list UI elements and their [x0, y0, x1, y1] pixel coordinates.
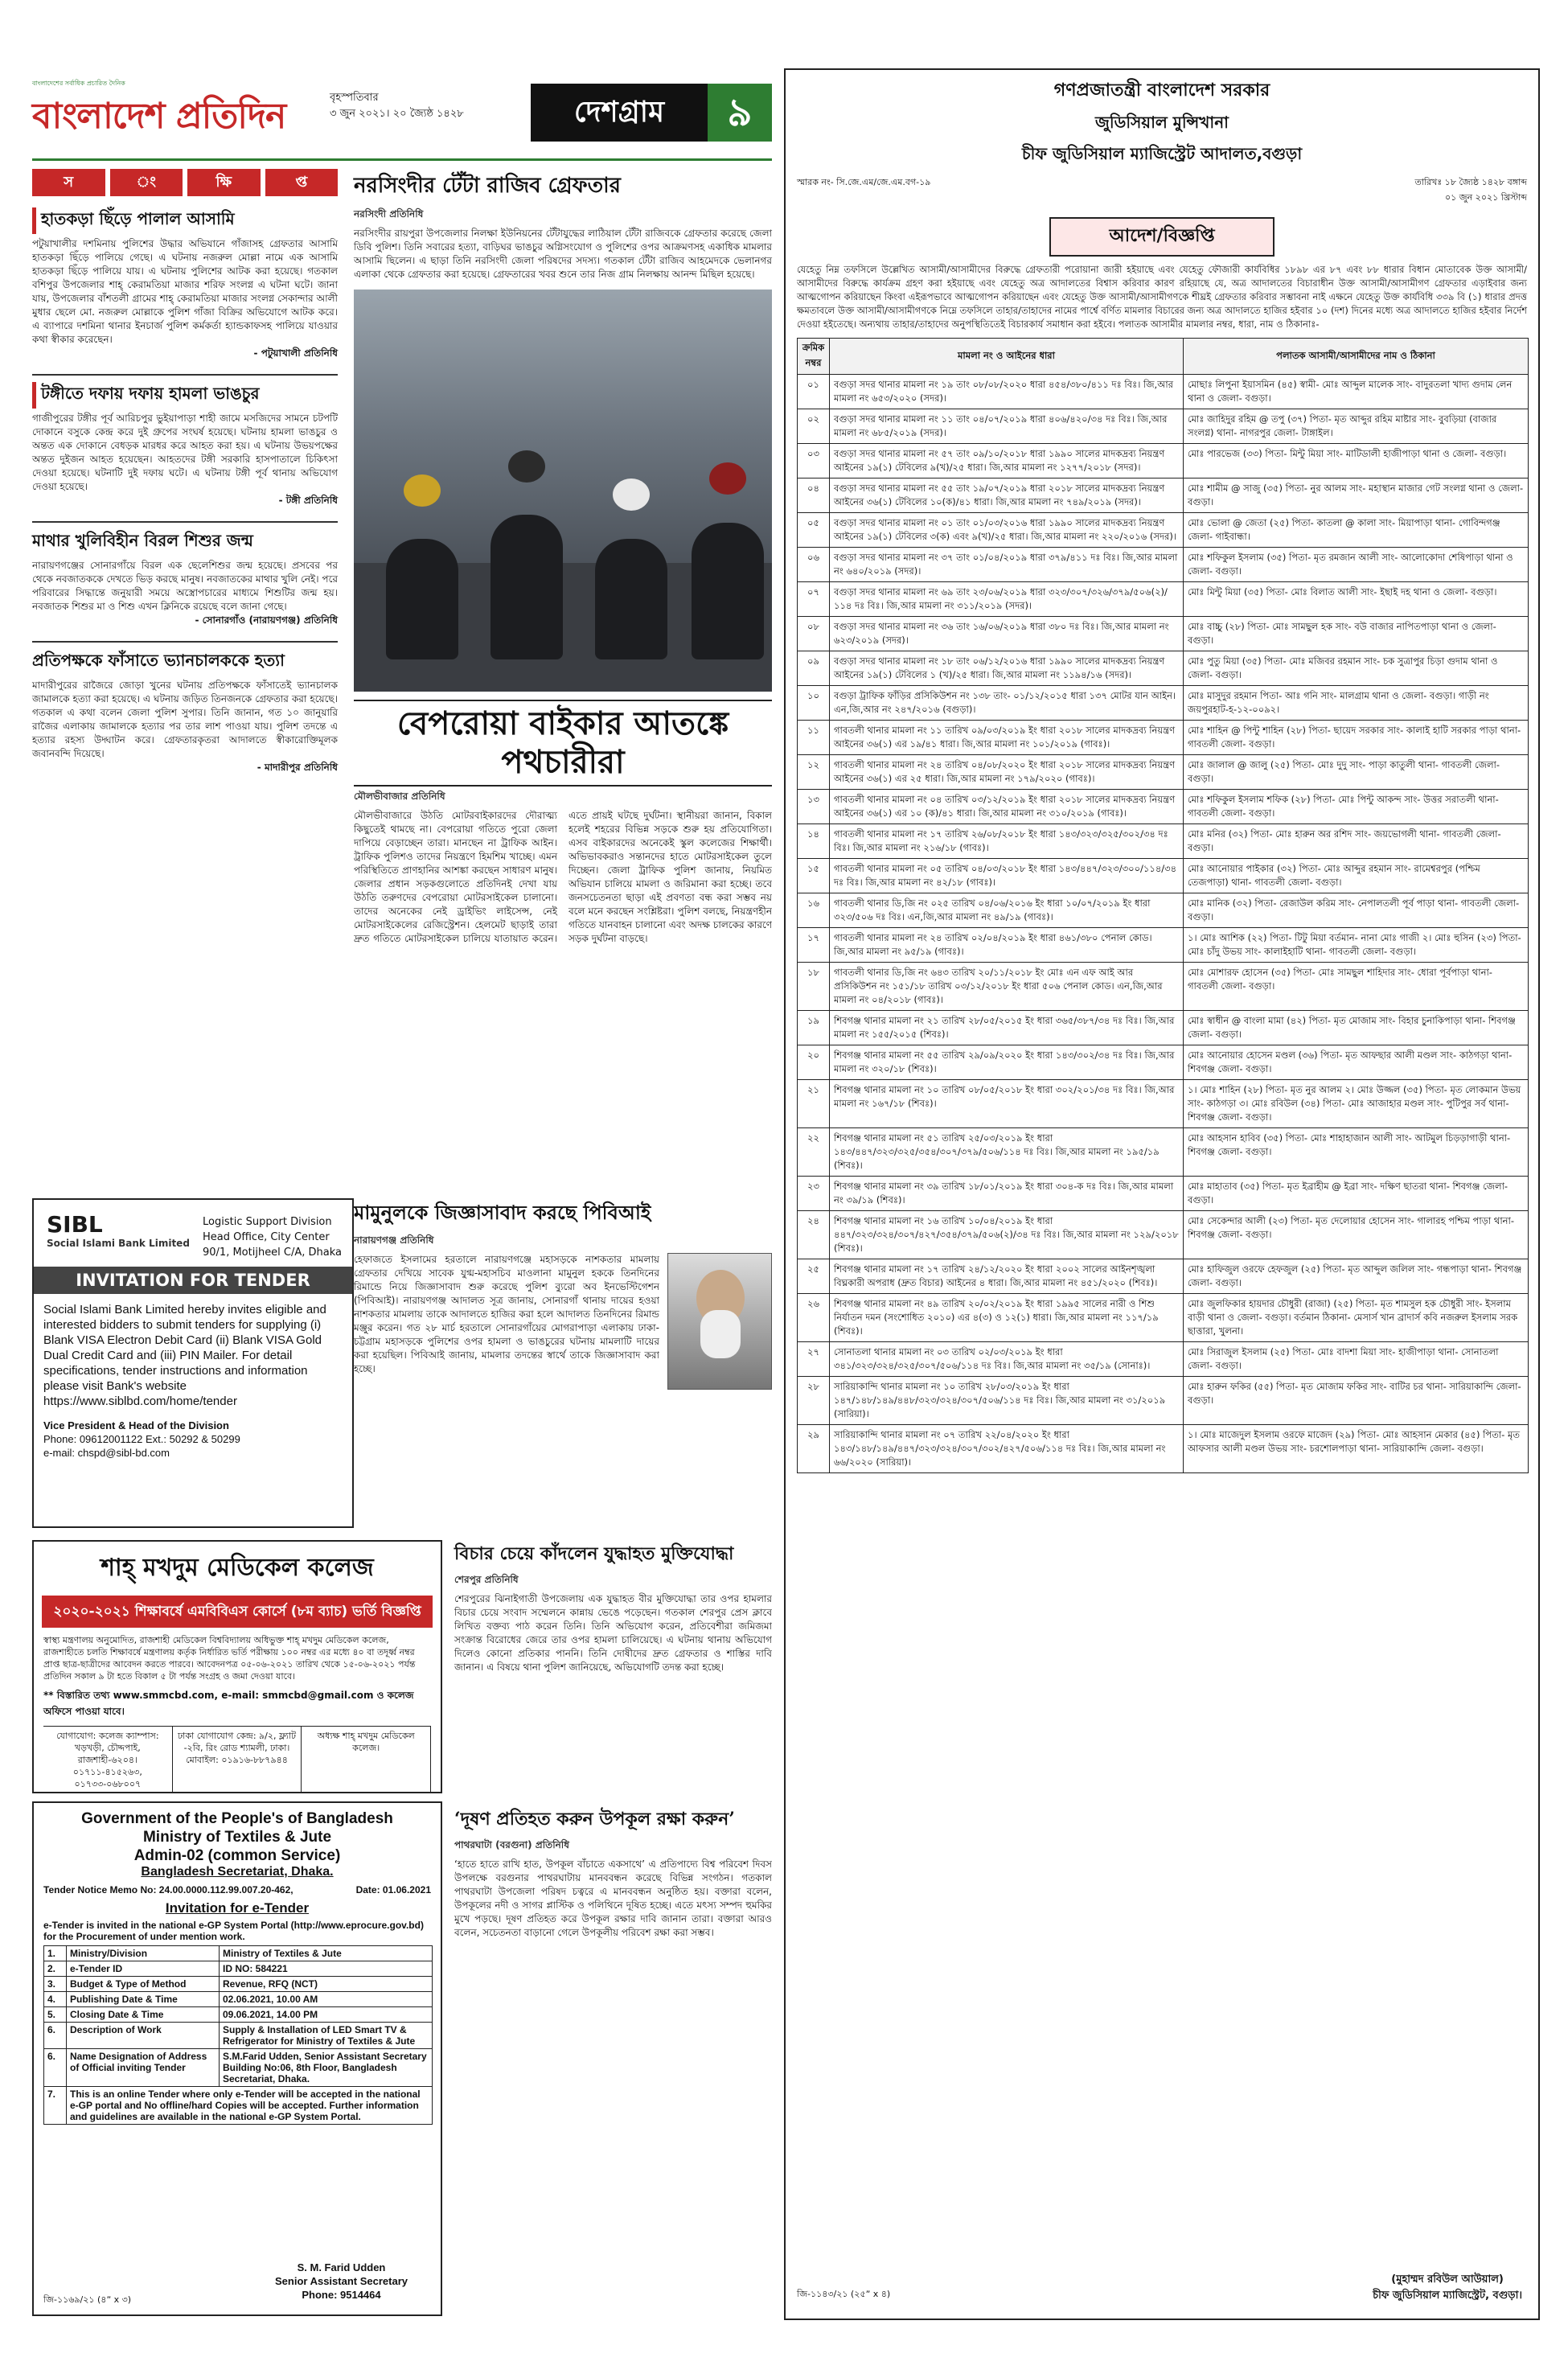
fugitive-table: [797, 338, 1529, 1473]
banner-letter: প্ত: [265, 169, 339, 196]
table-row: [798, 824, 1529, 859]
story-body: শেরপুরের ঝিনাইগাতী উপজেলায় এক যুদ্ধাহত বীর মুক্তিযোদ্ধা তার ওপর হামলার বিচার চেয়ে সংবাদ সম্মেলনে কান্নায় ভেঙে পড়েছেন। গতকাল শেরপুর প্রেস ক্লাবে লিখিত বক্তব্য পাঠ করেন তিনি। তিনি অভিযোগ করেন, প্রতিবেশীরা জমিজমা সংক্রান্ত বিরোধের জেরে তার ওপর হামলা চালিয়েছে। এ ঘটনায় থানায় অভিযোগ দিলেও কোনো প্রতিকার পাননি। তিনি দোষীদের দ্রুত গ্রেফতার ও শাস্তির দাবি জানান। এ বিষয়ে থানা পুলিশ জানিয়েছে, অভিযোগটি তদন্ত করা হচ্ছে।: [454, 1593, 772, 1673]
textile-ministry-tender-ad[interactable]: [32, 1801, 442, 2316]
accused-cell: ১। মোঃ শাহিন (২৮) পিতা- মৃত নুর আলম ২। মোঃ উজ্জল (৩৫) পিতা- মৃত লোকমান উভয় সাং- কাঠগড়া ৩। মোঃ রবিউল (৩৪) পিতা- মোঃ আজাহার মণ্ডল সাং- পুটিপুর সর্ব থানা- শিবগঞ্জ জেলা- বগুড়া।: [1184, 1080, 1529, 1128]
table-row: [44, 1992, 433, 2007]
invite-title: Invitation for e-Tender: [165, 1900, 310, 1916]
case-cell: বগুড়া সদর থানার মামলা নং ৩৭ তাং ০১/০৪/২০১৯ ধারা ৩৭৯/৪১১ দঃ বিঃ। জি,আর মামলা নং ৬৪০/২০১৯ (সদর)।: [830, 548, 1184, 582]
signature-block: [275, 2261, 408, 2302]
case-cell: গাবতলী থানার মামলা নং ০৫ তারিখ ০৪/০৩/২০১৮ ইং ধারা ১৪৩/৪৪৭/৩২৩/৩০০/১১৪/৩৪ দঃ বিঃ। জি,আর মামলা নং ৪২/১৮ (গাবঃ)।: [830, 859, 1184, 893]
signer-phone: Phone: 9514464: [302, 2289, 381, 2301]
table-row: [798, 1425, 1529, 1473]
accused-cell: মোঃ সেকেন্দার আলী (২৩) পিতা- মৃত দেলোয়ার হোসেন সাং- গালারহ পশ্চিম পাড়া থানা- শিবগঞ্জ জেলা- বগুড়া।: [1184, 1211, 1529, 1259]
beard-shape: [700, 1310, 741, 1358]
banner-letter: ক্ষি: [187, 169, 261, 196]
secretariat: Bangladesh Secretariat, Dhaka.: [141, 1865, 334, 1879]
serial-cell: ২২: [798, 1128, 830, 1177]
bank-name: Social Islami Bank Limited: [47, 1238, 190, 1249]
field-cell: This is an online Tender where only e-Tender will be accepted in the national e-GP portal and No offline/hard Copies will be accepted. Further information and guidelines are available in the national e-GP System Portal.: [67, 2087, 433, 2125]
field-cell: e-Tender ID: [67, 1961, 220, 1977]
story-body: ‘হাতে হাতে রাখি হাত, উপকূল বাঁচাতে একসাথে’ এ প্রতিপাদ্যে বিশ্ব পরিবেশ দিবস উপলক্ষে বরগুনার পাথরঘাটায় মানববন্ধন করেছে বিভিন্ন সংগঠন। গতকাল পাথরঘাটা উপজেলা পরিষদ চত্বরে এ মানববন্ধন অনুষ্ঠিত হয়। বক্তারা বলেন, উপকূলের নদী ও সাগর প্লাস্টিক ও পলিথিনে দূষিত হচ্ছে। এতে মৎস্য সম্পদ হুমকির মুখে পড়ছে। দূষণ প্রতিহত করে উপকূল রক্ষার দাবি জানান তারা। বক্তারা আরও বলেন, সচেতনতা বাড়ানো গেলে উপকূলীয় পরিবেশ রক্ষা করা সম্ভব।: [454, 1859, 772, 1938]
value-cell: Revenue, RFQ (NCT): [220, 1977, 433, 1992]
col-accused: পলাতক আসামী/আসামীদের নাম ও ঠিকানা: [1184, 339, 1529, 375]
case-cell: গাবতলী থানার মামলা নং ০৪ তারিখ ০৩/১২/২০১৯ ইং ধারা ২০১৮ সালের মাদকদ্রব্য নিয়ন্ত্রণ আইনের ৩৬(১) এর ১০ (ক)/৪১ ধারা। জি,আর মামলা নং ৩১০/২০১৯ (গাবঃ)।: [830, 790, 1184, 824]
field-cell: Name Designation of Address of Official inviting Tender: [67, 2049, 220, 2087]
serial-cell: ২৬: [798, 1294, 830, 1342]
website-line[interactable]: ** বিস্তারিত তথ্য www.smmcbd.com, e-mail: smmcbd@gmail.com ও কলেজ অফিসে পাওয়া যাবে।: [43, 1690, 414, 1717]
table-row: [798, 651, 1529, 686]
table-row: [798, 513, 1529, 548]
table-row: [798, 1177, 1529, 1211]
serial-cell: ০৫: [798, 513, 830, 548]
story-mamunul: [354, 1198, 772, 1528]
divider: [32, 374, 338, 376]
newspaper-logo[interactable]: [32, 79, 330, 143]
case-cell: শিবগঞ্জ থানার মামলা নং ৫৫ তারিখ ২৯/০৯/২০২০ ইং ধারা ১৪৩/৩০২/৩৪ দঃ বিঃ। জি,আর মামলা নং ৩২০/১৮ (শিবঃ)।: [830, 1045, 1184, 1080]
serial-cell: ১২: [798, 755, 830, 790]
story-headline[interactable]: মামুনুলকে জিজ্ঞাসাবাদ করছে পিবিআই: [354, 1201, 651, 1224]
contact-line: Phone: 09612001122 Ext.: 50292 & 50299: [43, 1433, 240, 1445]
case-cell: গাবতলী থানার ডি,জি নং ০২৫ তারিখ ০৪/০৬/২০১৬ ইং ধারা ১০/০৭/২০১৯ ইং ধারা ৩২৩/৫০৬ দঃ বিঃ। এন,জি,আর মামলা নং ৪৯/১৯ (গাবঃ)।: [830, 893, 1184, 928]
brief-article[interactable]: [32, 207, 338, 363]
case-cell: গাবতলী থানার মামলা নং ২৪ তারিখ ০২/০৪/২০১৯ ইং ধারা ৪৬১/৩৮০ পেনাল কোড। জি,আর মামলা নং ৯৫/১৯ (গাবঃ)।: [830, 928, 1184, 963]
date-bangla: তারিখঃ ১৮ জ্যৈষ্ঠ ১৪২৮ বঙ্গাব্দ: [1414, 177, 1527, 187]
ad-code: জি-১১৪৩/২১ (২৫ˮ x ৪): [797, 2289, 891, 2299]
banner-letter: ং: [110, 169, 183, 196]
contact-row: [43, 1726, 431, 1793]
notice-preamble: যেহেতু নিম্ন তফসিলে উল্লেখিত আসামী/আসামীদের বিরুদ্ধে গ্রেফতারী পরোয়ানা জারী হইয়াছে এবং যেহেতু ফৌজারী কার্যবিধির ১৮৯৮ এর ৮৭ এবং ৮৮ ধারার বিধান মোতাবেক উক্ত আসামী/আসামীদের বিরুদ্ধে কার্যক্রম গ্রহণ করা হইয়াছে এবং যেহেতু অত্র আদালতের বিশ্বাস করিবার কারণ রহিয়াছে যে, অত্র আদালতের বিচারাধীন উক্ত আসামী/আসামীগণ গ্রেফতার এড়াইবার জন্য আত্মগোপন করিয়াছেন কিংবা এইরূপভাবে আত্মগোপন করিয়াছেন এবং যেহেতু উক্ত আসামী/আসামীগণকে শীঘ্রই গ্রেফতার করিবার সম্ভাবনা নাই এক্ষনে যেহেতু উক্ত কার্যবিধি ৩৩৯ বি (১) ধারার প্রদত্ত ক্ষমতাবলে উক্ত আসামী/আসামীগণকে নিম্নে তফসিলে তাহার/তাহাদের নামের পার্শ্বে বর্ণিত মামলার বিচারের জন্য অত্র আদালতে হাজির হইবার ১০ (দশ) দিনের মধ্যে অত্র আদালতে হাজির হইবার নির্দেশ দেওয়া হইতেছে। অন্যথায় তাহার/তাহাদের অনুপস্থিতিতেই বিচারকার্য সমাধান করা হইবে। পলাতক আসামীর মামলার নম্বর, ধারা, নাম ও ঠিকানাঃ-: [797, 264, 1527, 330]
memo-date: Date: 01.06.2021: [355, 1884, 431, 1896]
accused-cell: ১। মোঃ মাজেদুল ইসলাম ওরফে মাজেদ (২৯) পিতা- মোঃ আহসান মেকার (৪৫) পিতা- মৃত আফসার আলী মণ্ডল উভয় সাং- চরশোলপাড়া থানা- সারিয়াকান্দি জেলা- বগুড়া।: [1184, 1425, 1529, 1473]
case-cell: শিবগঞ্জ থানার মামলা নং ২১ তারিখ ২৮/০৫/২০১৫ ইং ধারা ৩৬৫/৩৮৭/৩৪ দঃ বিঃ। জি,আর মামলা নং ১৫৫/২০১৫ (শিবঃ)।: [830, 1011, 1184, 1045]
table-row: [44, 2049, 433, 2087]
brief-credit: - মাদারীপুর প্রতিনিধি: [257, 762, 338, 773]
story-body: হেফাজতে ইসলামের হরতালে নারায়ণগঞ্জে মহাসড়কে নাশকতার মামলায় গ্রেফতার দেখিয়ে সাবেক যুগ্ম-মহাসচিব মাওলানা মামুনুল হককে তিনদিনের রিমান্ডে নিয়ে জিজ্ঞাসাবাদ শুরু করেছে পুলিশ ব্যুরো অব ইনভেস্টিগেশন (পিবিআই)। নারায়ণগঞ্জ আদালত সূত্র জানায়, সোনারগাঁ থানায় দায়ের হওয়া নাশকতার মামলায় তাকে আদালতে হাজির করা হলে আদালত তিনদিনের রিমান্ড মঞ্জুর করেন। গত ২৮ মার্চ হরতালে সোনারগাঁয়ের মোগরাপাড়া এলাকায় ঢাকা-চট্টগ্রাম মহাসড়কে পুলিশের ওপর হামলা ও ভাঙচুরের ঘটনায় মামলাটি দায়ের করা হয়েছিল। পিবিআই জানায়, মামলার তদন্তের স্বার্থে তাকে জিজ্ঞাসাবাদ করা হচ্ছে।: [354, 1254, 659, 1374]
serial-cell: 1.: [44, 1946, 67, 1961]
motorcycle-shape: [491, 515, 563, 659]
helmet-shape: [709, 462, 746, 495]
accused-cell: মোঃ জুলফিকার হায়দার চৌধুরী (রাজা) (২৫) পিতা- মৃত শামসুল হক চৌধুরী সাং- ইসলাম বাড়ী থানা ও জেলা- বগুড়া। বর্তমান ঠিকানা- মেসার্স খান ব্রাদার্স কবি নজরুল ইসলাম সরক ছাত্তারা, খুলনা।: [1184, 1294, 1529, 1342]
accused-cell: মোঃ শামীম @ সাজু (৩৫) পিতা- নুর আলম সাং- মহাস্থান মাজার গেট সংলগ্ন থানা ও জেলা- বগুড়া।: [1184, 478, 1529, 513]
serial-cell: ১৫: [798, 859, 830, 893]
story-headline[interactable]: নরসিংদীর টেঁটা রাজিব গ্রেফতার: [354, 174, 621, 198]
memo-ref: স্মারক নং- সি.জে.এম/জে.এম.বগ-১৯: [797, 177, 931, 187]
serial-cell: ০২: [798, 409, 830, 444]
field-cell: Closing Date & Time: [67, 2007, 220, 2023]
contact-line[interactable]: e-mail: chspd@sibl-bd.com: [43, 1447, 170, 1459]
signer-title: চীফ জুডিসিয়াল ম্যাজিস্ট্রেট, বগুড়া।: [1373, 2290, 1522, 2302]
table-header-row: [798, 339, 1529, 375]
portrait-photo: [667, 1253, 772, 1390]
motorcycle-shape: [692, 523, 764, 659]
value-cell: 09.06.2021, 14.00 PM: [220, 2007, 433, 2023]
notice-title: আদেশ/বিজ্ঞপ্তি: [1049, 217, 1275, 257]
table-row: [798, 721, 1529, 755]
accused-cell: মোঃ আনোয়ার হোসেন মণ্ডল (৩৬) পিতা- মৃত আফছার আলী মণ্ডল সাং- কাঠগড়া থানা- শিবগঞ্জ জেলা- বগুড়া।: [1184, 1045, 1529, 1080]
accused-cell: মোঃ শফিকুল ইসলাম (৩৫) পিতা- মৃত রমজান আলী সাং- আলোকোদা শেষিপাড়া থানা ও জেলা- বগুড়া।: [1184, 548, 1529, 582]
address-line: Head Office, City Center: [203, 1231, 330, 1243]
serial-cell: ১৩: [798, 790, 830, 824]
table-row: [798, 1080, 1529, 1128]
date-english: ০১ জুন ২০২১ খ্রিস্টাব্দ: [1444, 192, 1527, 203]
invite-intro: e-Tender is invited in the national e-GP System Portal (http://www.eprocure.gov.bd) for the Procurement of under mention work.: [43, 1920, 424, 1942]
case-cell: শিবগঞ্জ থানার মামলা নং ১৬ তারিখ ১০/০৪/২০১৯ ইং ধারা ৪৪৭/৩২৩/৩২৪/৩০৭/৪২৭/৩৫৪/৩৭৯/৫০৬(২)/৩৪ দঃ বিঃ। জি,আর মামলা নং ১২৯/২০১৮ (শিবঃ)।: [830, 1211, 1184, 1259]
case-cell: বগুড়া ট্রাফিক ফাঁড়ির প্রসিকিউশন নং ১৩৮ তাং- ০১/১২/২০১৫ ধারা ১৩৭ মোটর যান আইন। এন,জি,আর নং ২৪৭/২০১৬ (বগুড়া)।: [830, 686, 1184, 721]
accused-cell: মোঃ ভোলা @ জেতা (২৫) পিতা- কাতলা @ কালা সাং- মিয়াপাড়া থানা- গোবিন্দগঞ্জ জেলা- গাইবান্ধা।: [1184, 513, 1529, 548]
serial-cell: ০১: [798, 375, 830, 409]
table-row: [798, 478, 1529, 513]
field-cell: Description of Work: [67, 2023, 220, 2049]
serial-cell: ২৮: [798, 1377, 830, 1425]
table-row: [798, 1259, 1529, 1294]
dateline: [330, 90, 464, 122]
admission-banner: ২০২০-২০২১ শিক্ষাবর্ষে এমবিবিএস কোর্সে (৮ম ব্যাচ) ভর্তি বিজ্ঞপ্তি: [42, 1596, 433, 1628]
case-cell: বগুড়া সদর থানার মামলা নং ৫৭ তাং ০৯/১০/২০১৮ ধারা ১৯৯০ সালের মাদকদ্রব্য নিয়ন্ত্রণ আইনের ১৯(১) টেবিলের ৯(খ)/২৫ ধারা। জি,আর মামলা নং ১২৭৭/২০১৮ (সদর)।: [830, 444, 1184, 478]
col-serial: ক্রমিক নম্বর: [798, 339, 830, 375]
tender-banner: INVITATION FOR TENDER: [34, 1267, 352, 1294]
brief-headline[interactable]: প্রতিপক্ষকে ফাঁসাতে ভ্যানচালককে হত্যা: [32, 651, 285, 670]
accused-cell: মোঃ জাহিদুর রহিম @ তপু (৩৭) পিতা- মৃত আব্দুর রহিম মাষ্টার সাং- বুবড়িয়া (বাজার সংলগ্ন) থানা- নাগরপুর জেলা- টাঙ্গাইল।: [1184, 409, 1529, 444]
accused-cell: মোঃ স্বাধীন @ বাংলা মামা (৪২) পিতা- মৃত মোজাম সাং- বিহার চুনাকিপাড়া থানা- শিবগঞ্জ জেলা- বগুড়া।: [1184, 1011, 1529, 1045]
accused-cell: মোছাঃ লিপুনা ইয়াসমিন (৪৫) স্বামী- মোঃ আব্দুল মালেক সাং- বাদুরতলা খাদ্য গুদাম লেন থানা ও জেলা- বগুড়া।: [1184, 375, 1529, 409]
table-row: [798, 444, 1529, 478]
gov-line: Admin-02 (common Service): [133, 1847, 341, 1864]
accused-cell: মোঃ পুতু মিয়া (৩৫) পিতা- মোঃ মজিবর রহমান সাং- চক সুত্রাপুর চিড়া গুদাম থানা ও জেলা- বগুড়া।: [1184, 651, 1529, 686]
story-headline[interactable]: বিচার চেয়ে কাঁদলেন যুদ্ধাহত মুক্তিযোদ্ধা: [454, 1543, 734, 1564]
brief-credit: - পটুয়াখালী প্রতিনিধি: [253, 347, 338, 359]
contact-line: Vice President & Head of the Division: [43, 1419, 229, 1431]
table-row: [798, 1128, 1529, 1177]
accused-cell: মোঃ শাহিন @ পিন্টু শাহিন (২৮) পিতা- ছায়েদ সরকার সাং- কালাই হাটি সরকার পাড়া থানা- গাবতলী জেলা- বগুড়া।: [1184, 721, 1529, 755]
accused-cell: মোঃ মোশারফ হোসেন (৩৫) পিতা- মোঃ সামছুল শাহিদার সাং- ধোরা পূর্বপাড়া থানা- গাবতলী জেলা- বগুড়া।: [1184, 963, 1529, 1011]
medical-college-ad[interactable]: [32, 1540, 442, 1793]
value-cell: 02.06.2021, 10.00 AM: [220, 1992, 433, 2007]
table-row: [798, 1011, 1529, 1045]
table-row: [798, 859, 1529, 893]
case-cell: গাবতলী থানার মামলা নং ১৭ তারিখ ২৬/০৮/২০১৮ ইং ধারা ১৪৩/৩২৩/৩২৫/৩০২/৩৪ দঃ বিঃ। জি,আর মামলা নং ২১৬/১৮ (গাবঃ)।: [830, 824, 1184, 859]
court-notice: [784, 68, 1540, 2320]
accused-cell: মোঃ আহসান হাবিব (৩৫) পিতা- মোঃ শাহাহাজান আলী সাং- আটমুল চিড়ড়াগাড়ী থানা- শিবগঞ্জ জেলা- বগুড়া।: [1184, 1128, 1529, 1177]
story-bichar: [454, 1540, 772, 1797]
notice-date: [1414, 175, 1527, 206]
case-cell: শিবগঞ্জ থানার মামলা নং ১৭ তারিখ ২৪/১২/২০২০ ইং ধারা ২০০২ সালের আইনশৃঙ্খলা বিঘ্নকারী অপরাধ (দ্রুত বিচার) আইনের ৪ ধারা। জি,আর মামলা নং ৪৫১/২০২০ (শিবঃ)।: [830, 1259, 1184, 1294]
case-cell: বগুড়া সদর থানার মামলা নং ৩৬ তাং ১৬/০৬/২০১৯ ধারা ৩৮০ দঃ বিঃ। জি,আর মামলা নং ৬২৩/২০১৯ (সদর)।: [830, 617, 1184, 651]
table-row: [798, 548, 1529, 582]
table-row: [44, 1977, 433, 1992]
accused-cell: মোঃ পারভেজ (৩৩) পিতা- মিন্টু মিয়া সাং- মাটিডালী হাজীপাড়া থানা ও জেলা- বগুড়া।: [1184, 444, 1529, 478]
table-row: [44, 2087, 433, 2125]
accused-cell: মোঃ শফিকুল ইসলাম শফিক (২৮) পিতা- মোঃ পিন্টু আকন্দ সাং- উত্তর সরাতলী থানা- গাবতলী জেলা- বগুড়া।: [1184, 790, 1529, 824]
magistrate-signature: [1373, 2272, 1522, 2304]
dhaka-contact: ঢাকা যোগাযোগ কেন্দ্র: ৯/২, ফ্ল্যাট -২বি, রিং রোড শ্যামলী, ঢাকা। মোবাইল: ০১৯১৬-৮৮৭৯৪৪: [173, 1727, 302, 1793]
accused-cell: মোঃ হাফিজুল ওরফে হেফজুল (২৫) পিতা- মৃত আব্দুল জলিল সাং- গন্ধপাড়া থানা- শিবগঞ্জ জেলা- বগুড়া।: [1184, 1259, 1529, 1294]
notice-refs: [797, 175, 1527, 206]
table-row: [798, 963, 1529, 1011]
table-row: [798, 1211, 1529, 1259]
case-cell: গাবতলী থানার মামলা নং ২৪ তারিখ ০৪/০৮/২০২০ ইং ধারা ২০১৮ সালের মাদকদ্রব্য নিয়ন্ত্রণ আইনের ৩৬(১) এর ২৫ ধারা। জি,আর মামলা নং ১৭৯/২০২০ (গাবঃ)।: [830, 755, 1184, 790]
tender-table: [43, 1945, 433, 2125]
bank-address: [203, 1214, 342, 1260]
serial-cell: ২৩: [798, 1177, 830, 1211]
table-row: [44, 2007, 433, 2023]
brief-body: নারায়ণগঞ্জের সোনারগাঁয়ে বিরল এক ছেলেশিশুর জন্ম হয়েছে। প্রসবের পর থেকে নবজাতককে দেখতে ভিড় করছে মানুষ। নবজাতকের মাথার খুলি নেই। পরে পরিবারের সিদ্ধান্তে জনুয়ারী সময়ে অস্ত্রোপচারের মাধ্যমে শিশুটির জন্ম হয়। নবজাতক শিশুর মা ও শিশু এখন ক্লিনিকে রয়েছে বলে জানা গেছে।: [32, 560, 338, 612]
case-cell: শিবগঞ্জ থানার মামলা নং ৩৯ তারিখ ১৮/০১/২০১৯ ইং ধারা ৩০৪-ক দঃ বিঃ। জি,আর মামলা নং ৩৯/১৯ (শিবঃ)।: [830, 1177, 1184, 1211]
gov-line: Government of the People's of Bangladesh: [81, 1810, 393, 1827]
serial-cell: 7.: [44, 2087, 67, 2125]
serial-cell: ১০: [798, 686, 830, 721]
col-case: মামলা নং ও আইনের ধারা: [830, 339, 1184, 375]
case-cell: গাবতলী থানার মামলা নং ১১ তারিখ ০৯/০৩/২০১৯ ইং ধারা ২০১৮ সালের মাদকদ্রব্য নিয়ন্ত্রণ আইনের ৩৬(১) এর ১৯/৪১ ধারা। জি,আর মামলা নং ১০১/২০১৯ (গাবঃ)।: [830, 721, 1184, 755]
brief-body: মাদারীপুরের রাজৈরে জোড়া খুনের ঘটনায় প্রতিপক্ষকে ফাঁসাতেই ভ্যানচালক জামালকে হত্যা করা হয়েছে। এ ঘটনায় জড়িত তিনজনকে গ্রেফতার করা হয়েছে। গতকাল এ কথা বলেন জেলা পুলিশ সুপার। তিনি জানান, গত ১০ জানুয়ারি রাজৈর এলাকায় জামালকে হত্যার পর তার লাশ পাওয়া যায়। পুলিশ তদন্তে এ হত্যার রহস্য উদ্ঘাটন করে। গ্রেফতারকৃতরা আদালতে স্বীকারোক্তিমূলক জবানবন্দি দিয়েছে।: [32, 680, 338, 759]
page-number: ৯: [708, 84, 772, 142]
briefs-column: [32, 169, 338, 1190]
table-row: [44, 1946, 433, 1961]
helmet-shape: [404, 474, 441, 507]
story-headline[interactable]: ‘দূষণ প্রতিহত করুন উপকূল রক্ষা করুন’: [454, 1809, 735, 1830]
brief-body: পটুয়াখালীর দশমিনায় পুলিশের উদ্ধার অভিযানে গাঁজাসহ গ্রেফতার আসামি হাতকড়া ছিঁড়ে পালিয়ে গেছে। এ ঘটনায় নজরুল মোল্লা নামে এক আসামি হাতকড়া ছিঁড়ে পালিয়ে যায়। এ ঘটনায় পুলিশের আটক করা হয়েছে। গতকাল বশিপুর উপজেলার শাহ্ কেরামতিয়া মাজার শরিফ সংলগ্ন এ ঘটনা ঘটে। জানা যায়, উপজেলার বাঁশতলী গ্রামের শাহ্ কেরামতিয়া মাজার সংলগ্ন সেকান্দার আলী মুধার ছেলে মো. নজরুল মোল্লাকে পুলিশ গাঁজা বিক্রির অভিযোগে আটক করে। এ ব্যাপারে দশমিনা থানার ইনচার্জ পুলিশ কর্মকর্তা হ্যান্ডকাফসহ পালিয়ে যাওয়ার কথা স্বীকার করেছেন।: [32, 238, 338, 345]
serial-cell: 4.: [44, 1992, 67, 2007]
table-row: [798, 1342, 1529, 1377]
serial-cell: ১৯: [798, 1011, 830, 1045]
accused-cell: মোঃ মাসুদুর রহমান পিতা- আঃ গনি সাং- মালগ্রাম থানা ও জেলা- বগুড়া। গাড়ী নং জয়পুরহাট-হ-১২-০০৯২।: [1184, 686, 1529, 721]
paper-name: বাংলাদেশ প্রতিদিন: [32, 96, 286, 137]
accused-cell: ১। মোঃ আশিক (২২) পিতা- টিটু মিয়া বর্তমান- নানা মোঃ গাজী ২। মোঃ হুসিন (২৩) পিতা- মোঃ চাঁদু উভয় সাং- কালাইহাটি থানা- গাবতলী জেলা- বগুড়া।: [1184, 928, 1529, 963]
story-byline: শেরপুর প্রতিনিধি: [454, 1574, 519, 1585]
gov-header: [34, 1809, 441, 1865]
brief-headline[interactable]: মাথার খুলিবিহীন বিরল শিশুর জন্ম: [32, 531, 253, 550]
case-cell: গাবতলী থানার ডি,জি নং ৬৪৩ তারিখ ২০/১১/২০১৮ ইং মোঃ এন এফ আই আর প্রসিকিউশন নং ১৫১/১৮ তারিখ ০৩/১২/২০১৮ ইং ধারা ৫০৬ পেনাল কোড। এন,জি,আর মামলা নং ০৪/২০১৮ (গাবঃ)।: [830, 963, 1184, 1011]
address-line: 90/1, Motijheel C/A, Dhaka: [203, 1247, 343, 1259]
value-cell: Supply & Installation of LED Smart TV & Refrigerator for Ministry of Textiles & Jute: [220, 2023, 433, 2049]
accused-cell: মোঃ জালাল @ জালু (২৫) পিতা- মোঃ দুদু সাং- পাড়া কাতুলী থানা- গাবতলী জেলা- বগুড়া।: [1184, 755, 1529, 790]
table-row: [798, 1294, 1529, 1342]
serial-cell: ১৭: [798, 928, 830, 963]
divider: [32, 641, 338, 643]
case-cell: বগুড়া সদর থানার মামলা নং ০১ তাং ০১/০৩/২০১৬ ধারা ১৯৯০ সালের মাদকদ্রব্য নিয়ন্ত্রণ আইনের ১৯(১) টেবিলের ৩(ক) এবং ৯(খ)/২৫ ধারা। জি,আর মামলা নং ২২০/২০১৬ (সদর)।: [830, 513, 1184, 548]
serial-cell: ২৯: [798, 1425, 830, 1473]
case-cell: শিবগঞ্জ থানার মামলা নং ৪৯ তারিখ ২০/০২/২০১৯ ইং ধারা ১৯৯৫ সালের নারী ও শিশু নির্যাতন দমন (সংশোধিত ২০১০) এর ৪(৩) ও ১২(১) ধারা। জি,আর মামলা নং ১১৭/১৯ (শিবঃ)।: [830, 1294, 1184, 1342]
accused-cell: মোঃ মনির (৩২) পিতা- মোঃ হারুন অর রশিদ সাং- জয়ভোগলী থানা- গাবতলী জেলা- বগুড়া।: [1184, 824, 1529, 859]
tender-body: Social Islami Bank Limited hereby invites eligible and interested bidders to submit tenders for supplying (i) Blank VISA Electron Debit Card (ii) Blank VISA Gold Dual Credit Card and (iii) PIN Mailer. For detail specifications, tender instructions and information please visit Bank's website https://www.siblbd.com/home/tender: [43, 1303, 326, 1408]
accused-cell: মোঃ সিরাজুল ইসলাম (২৫) পিতা- মোঃ বাদশা মিয়া সাং- হাজীপাড়া থানা- সোনাতলা জেলা- বগুড়া।: [1184, 1342, 1529, 1377]
serial-cell: 2.: [44, 1961, 67, 1977]
value-cell: S.M.Farid Udden, Senior Assistant Secretary Building No:06, 8th Floor, Bangladesh Secretariat, Dhaka.: [220, 2049, 433, 2087]
case-cell: সারিয়াকান্দি থানার মামলা নং ১০ তারিখ ২৮/০৩/২০১৯ ইং ধারা ১৪৭/১৪৮/১৪৯/৪৪৮/৩২৩/৩২৪/৩০৭/৫০৬/১১৪ দঃ বিঃ। জি,আর মামলা নং ৩১/২০১৯ (সারিয়া)।: [830, 1377, 1184, 1425]
field-cell: Publishing Date & Time: [67, 1992, 220, 2007]
case-cell: শিবগঞ্জ থানার মামলা নং ১০ তারিখ ০৮/০৫/২০১৮ ইং ধারা ৩০২/২০১/৩৪ দঃ বিঃ। জি,আর মামলা নং ১৬৭/১৮ (শিবঃ)।: [830, 1080, 1184, 1128]
signer-name: (মুহাম্মদ রবিউল আউয়াল): [1391, 2273, 1504, 2286]
case-cell: বগুড়া সদর থানার মামলা নং ৫৫ তাং ১৯/০৭/২০১৯ ধারা ২০১৮ সালের মাদকদ্রব্য নিয়ন্ত্রণ আইনের ৩৬(১) টেবিলের ১০(ক)/৪১ ধারা। জি,আর মামলা নং ৭৪৯/২০১৯ (সদর)।: [830, 478, 1184, 513]
serial-cell: ২৪: [798, 1211, 830, 1259]
memo-number: Tender Notice Memo No: 24.00.0000.112.99.007.20-462,: [43, 1884, 293, 1896]
table-row: [798, 755, 1529, 790]
accused-cell: মোঃ মানিক (৩২) পিতা- রেজাউল করিম সাং- নেপালতলী পূর্ব পাড়া থানা- গাবতলী জেলা- বগুড়া।: [1184, 893, 1529, 928]
serial-cell: ২৭: [798, 1342, 830, 1377]
accused-cell: মোঃ হারুন ফকির (৫৫) পিতা- মৃত মোজাম ফকির সাং- বাটির চর থানা- সারিয়াকান্দি জেলা- বগুড়া।: [1184, 1377, 1529, 1425]
table-row: [798, 1045, 1529, 1080]
main-stories-column: [354, 169, 772, 1190]
helmet-shape: [613, 478, 650, 511]
case-cell: শিবগঞ্জ থানার মামলা নং ৫১ তারিখ ২৫/০৩/২০১৯ ইং ধারা ১৪৩/৪৪৭/৩২৩/৩২৫/৩৫৪/৩০৭/৩৭৯/৫০৬/১১৪ দঃ বিঃ। জি,আর মামলা নং ১৯৫/১৯ (শিবঃ)।: [830, 1128, 1184, 1177]
story-byline: পাথরঘাটা (বরগুনা) প্রতিনিধি: [454, 1839, 569, 1850]
ad-code: জি-১১৬৯/২১ (৪ˮ x ৩): [43, 2294, 132, 2305]
signer-name: S. M. Farid Udden: [297, 2261, 386, 2273]
value-cell: Ministry of Textiles & Jute: [220, 1946, 433, 1961]
field-cell: Budget & Type of Method: [67, 1977, 220, 1992]
serial-cell: ০৬: [798, 548, 830, 582]
serial-cell: ২৫: [798, 1259, 830, 1294]
signer-title: Senior Assistant Secretary: [275, 2275, 408, 2287]
story-byline: মৌলভীবাজার প্রতিনিধি: [354, 791, 445, 802]
accused-cell: মোঃ বাচ্চু (২৮) পিতা- মোঃ সামছুল হক সাং- বউ বাজার নাপিতপাড়া থানা ও জেলা- বগুড়া।: [1184, 617, 1529, 651]
gov-line: Ministry of Textiles & Jute: [142, 1829, 332, 1846]
case-cell: সোনাতলা থানার মামলা নং ০৩ তারিখ ০২/০৩/২০১৯ ইং ধারা ৩৪১/৩২৩/৩২৪/৩২৫/৩০৭/৫০৬/১১৪ দঃ বিঃ। জি,আর মামলা নং ৩৫/১৯ (সোনাঃ)।: [830, 1342, 1184, 1377]
story-byline: নারায়ণগঞ্জ প্রতিনিধি: [354, 1234, 434, 1246]
principal-label: অধ্যক্ষ শাহ্ মখদুম মেডিকেল কলেজ।: [302, 1727, 431, 1793]
table-row: [44, 1961, 433, 1977]
brief-article[interactable]: [32, 382, 338, 510]
serial-cell: 3.: [44, 1977, 67, 1992]
case-cell: বগুড়া সদর থানার মামলা নং ১৮ তাং ০৬/১২/২০১৬ ধারা ১৯৯০ সালের মাদকদ্রব্য নিয়ন্ত্রণ আইনের ১৯(১) টেবিলের ১ (খ)/২৫ ধারা। জি,আর মামলা নং ১১৯৪/১৬ (সদর)।: [830, 651, 1184, 686]
briefs-banner: [32, 169, 338, 196]
brief-headline[interactable]: হাতকড়া ছিঁড়ে পালাল আসামি: [32, 207, 338, 234]
table-row: [798, 790, 1529, 824]
motorcycle-shape: [386, 539, 458, 659]
story-dushan: [454, 1805, 772, 2316]
gov-title: গণপ্রজাতন্ত্রী বাংলাদেশ সরকার: [1053, 80, 1270, 101]
serial-cell: ২০: [798, 1045, 830, 1080]
memo-line: [43, 1884, 431, 1896]
serial-cell: ০৪: [798, 478, 830, 513]
masthead: [32, 72, 772, 161]
table-row: [798, 617, 1529, 651]
logo-tagline: বাংলাদেশের সর্বাধিক প্রচারিত দৈনিক: [32, 80, 125, 87]
brief-article[interactable]: [32, 649, 338, 777]
serial-cell: ০৯: [798, 651, 830, 686]
brief-body: গাজীপুরের টঙ্গীর পূর্ব আরিচপুর ভুইয়াপাড়া শাহী জামে মসজিদের সামনে চটপটি দোকানে বসুকে কেন্দ্র করে দুই গ্রুপের সংঘর্ষ হয়েছে। ঘটনায় হামলা ভাঙচুর ও অন্তত এক দোকানে বেধড়ক মারধর করে আহত করা হয়। এ ঘটনায় উভয়পক্ষের অন্তত দুইজন আহত হয়েছেন। আহতদের টঙ্গী সরকারি হাসপাতালে চিকিৎসা দেওয়া হয়েছে। ঘটনাটি দুই দফায় ঘটে। এ ঘটনায় টঙ্গী পূর্ব থানায় অভিযোগ দেওয়া হয়েছে।: [32, 413, 338, 492]
serial-cell: ১১: [798, 721, 830, 755]
table-row: [798, 1377, 1529, 1425]
brief-headline[interactable]: টঙ্গীতে দফায় দফায় হামলা ভাঙচুর: [32, 382, 338, 409]
table-row: [798, 582, 1529, 617]
notice-header: [786, 70, 1538, 169]
accused-cell: মোঃ মিন্টু মিয়া (৩৫) পিতা- মোঃ বিলাত আলী সাং- ইছাই দহ থানা ও জেলা- বগুড়া।: [1184, 582, 1529, 617]
brief-credit: - টঙ্গী প্রতিনিধি: [278, 495, 338, 506]
serial-cell: ১৮: [798, 963, 830, 1011]
serial-cell: ০৩: [798, 444, 830, 478]
serial-cell: ১৪: [798, 824, 830, 859]
table-row: [798, 928, 1529, 963]
story-byline: নরসিংদী প্রতিনিধি: [354, 208, 424, 220]
serial-cell: ০৭: [798, 582, 830, 617]
college-name: শাহ্ মখদুম মেডিকেল কলেজ: [101, 1554, 374, 1582]
case-cell: বগুড়া সদর থানার মামলা নং ১১ তাং ০৪/০৭/২০১৯ ধারা ৪০৬/৪২০/৩৪ দঃ বিঃ। জি,আর মামলা নং ৬৮৫/২০১৯ (সদর)।: [830, 409, 1184, 444]
serial-cell: ০৮: [798, 617, 830, 651]
serial-cell: ২১: [798, 1080, 830, 1128]
admission-body: স্বাস্থ্য মন্ত্রণালয় অনুমোদিত, রাজশাহী মেডিকেল বিশ্ববিদ্যালয় অধিভুক্ত শাহ্ মখদুম মেডিকেল কলেজ, রাজশাহীতে চলতি শিক্ষাবর্ষে মন্ত্রণালয় কর্তৃক নির্ধারিত ভর্তি পরীক্ষায় ১০০ নম্বর এর মধ্যে ৪০ বা তদূর্ধ্ব নম্বর প্রাপ্ত ছাত্র-ছাত্রীদের আবেদন করতে পারবে। আবেদনপত্র ০৫-০৬-২০২১ তারিখ থেকে ১৫-০৬-২০২১ পর্যন্ত প্রতিদিন সকাল ৯ টা হতে বিকাল ৫ টা পর্যন্ত সংগ্রহ ও জমা দেওয়া যাবে।: [43, 1635, 416, 1682]
story-body: নরসিংদীর রায়পুরা উপজেলার নিলক্ষা ইউনিয়নের টেঁটাযুদ্ধের লাঠিয়াল টেঁটা রাজিবকে গ্রেফতার করেছে জেলা ডিবি পুলিশ। তিনি সবারের হত্যা, বাড়িঘর ভাঙচুর অগ্নিসংযোগ ও পুলিশের ওপর আক্রমণসহ একাধিক মামলার আসামি ছিলেন। এ ছাড়া তিনি নরসিংদী জেলা পরিষদের সদস্য। গতকাল টেঁটা রাজিব আহমেদকে ভেলানগর এলাকা থেকে গ্রেফতার করা হয়েছে। গ্রেফতারের খবর শুনে তার নিজ গ্রাম নিলক্ষায় আনন্দ মিছিল হয়েছে।: [354, 228, 772, 280]
brief-credit: - সোনারগাঁও (নারায়ণগঞ্জ) প্রতিনিধি: [195, 614, 338, 626]
case-cell: সারিয়াকান্দি থানার মামলা নং ০৭ তারিখ ২২/০৪/২০২০ ইং ধারা ১৪৩/১৪৮/১৪৯/৪৪৭/৩২৩/৩২৪/৩০৭/৩০২/৪২৭/৫০৬/১১৪ দঃ বিঃ। জি,আর মামলা নং ৬৬/২০২০ (সারিয়া)।: [830, 1425, 1184, 1473]
serial-cell: 6.: [44, 2049, 67, 2087]
issue-date: ৩ জুন ২০২১। ২০ জ্যৈষ্ঠ ১৪২৮: [330, 108, 464, 120]
story-body: মৌলভীবাজারে উঠতি মোটরবাইকারদের দৌরাত্ম্য কিছুতেই থামছে না। বেপরোয়া গতিতে পুরো জেলা দাপিয়ে বেড়াচ্ছেন তারা। মানছেন না ট্রাফিক আইন। ট্রাফিক পুলিশও তাদের নিয়ন্ত্রণে হিমশিম খাচ্ছে। এমন পরিস্থিতিতে প্রাণহানির আশঙ্কা করছেন সাধারণ মানুষ। জেলার প্রধান সড়কগুলোতে প্রতিদিনই দেখা যায় উঠতি তরুণদের বেপরোয়া মোটরসাইকেল চালানো। তাদের অনেকের নেই ড্রাইভিং লাইসেন্স, নেই মোটরসাইকেলের রেজিস্ট্রেশন। হেলমেট ছাড়াই তারা দ্রুত গতিতে মোটরসাইকেল চালিয়ে যাতায়াত করেন। এতে প্রায়ই ঘটছে দুর্ঘটনা। স্থানীয়রা জানান, বিকাল হলেই শহরের বিভিন্ন সড়কে শুরু হয় প্রতিযোগিতা। এসব বাইকারদের অনেকেই স্কুল কলেজের শিক্ষার্থী। অভিভাবকরাও সন্তানদের হাতে মোটরসাইকেল তুলে দিচ্ছেন। জেলা ট্রাফিক পুলিশ জানায়, নিয়মিত অভিযান চালিয়ে মামলা ও জরিমানা করা হচ্ছে। তবে জনসচেতনতা ছাড়া এই প্রবণতা বন্ধ করা সম্ভব নয় বলে মনে করছেন সংশ্লিষ্টরা। পুলিশ বলছে, নিয়ন্ত্রণহীন গতিতে যানবাহন চালানো এবং অদক্ষ চালকের কারণে সড়ক দুর্ঘটনা বাড়ছে।: [354, 810, 772, 944]
banner-letter: স: [32, 169, 105, 196]
table-row: [798, 686, 1529, 721]
accused-cell: মোঃ মাহাতাব (৩৫) পিতা- মৃত ইব্রাহীম @ ইব্রা সাং- দক্ষিণ ছাতরা থানা- শিবগঞ্জ জেলা- বগুড়া।: [1184, 1177, 1529, 1211]
field-cell: Ministry/Division: [67, 1946, 220, 1961]
value-cell: ID NO: 584221: [220, 1961, 433, 1977]
table-row: [798, 375, 1529, 409]
accused-cell: মোঃ আনোয়ার পাইকার (৩২) পিতা- মোঃ আব্দুর রহমান সাং- রামেশ্বরপুর (পশ্চিম তেজপাড়া) থানা- গাবতলী জেলা- বগুড়া।: [1184, 859, 1529, 893]
serial-cell: ১৬: [798, 893, 830, 928]
weekday: বৃহস্পতিবার: [330, 92, 379, 104]
sibl-logo: SIBL: [47, 1211, 103, 1238]
office-title: জুডিসিয়াল মুন্সিখানা: [1095, 113, 1229, 132]
serial-cell: 5.: [44, 2007, 67, 2023]
bikers-photo: [354, 290, 772, 692]
story-headline[interactable]: বেপরোয়া বাইকার আতঙ্কে পথচারীরা: [354, 700, 772, 787]
court-title: চীফ জুডিসিয়াল ম্যাজিস্ট্রেট আদালত,বগুড়া: [1021, 144, 1303, 163]
serial-cell: 6.: [44, 2023, 67, 2049]
table-row: [44, 2023, 433, 2049]
case-cell: বগুড়া সদর থানার মামলা নং ১৯ তাং ০৮/০৮/২০২০ ধারা ৪৫৪/৩৮০/৪১১ দঃ বিঃ। জি,আর মামলা নং ৬৫৩/২০২০ (সদর)।: [830, 375, 1184, 409]
section-title: দেশগ্রাম: [531, 84, 708, 142]
table-row: [798, 409, 1529, 444]
table-row: [798, 893, 1529, 928]
motorcycle-shape: [595, 539, 667, 659]
case-cell: বগুড়া সদর থানার মামলা নং ৬৯ তাং ২৩/০৬/২০১৯ ধারা ৩২৩/৩০৭/৩২৬/৩৭৯/৫০৬(২)/১১৪ দঃ বিঃ। জি,আর মামলা নং ৩১১/২০১৯ (সদর)।: [830, 582, 1184, 617]
address-line: Logistic Support Division: [203, 1216, 332, 1228]
brief-article[interactable]: [32, 529, 338, 630]
divider: [32, 521, 338, 523]
helmet-shape: [508, 450, 545, 483]
campus-contact: যোগাযোগ: কলেজ ক্যাম্পাস: খড়খড়ী, চৌদ্দপাই, রাজশাহী-৬২০৪। ০১৭১১-৪১৫২৬৩, ০১৭৩৩-০৬৮০০৭: [43, 1727, 173, 1793]
sibl-tender-ad[interactable]: [32, 1198, 354, 1528]
contact-block: [43, 1419, 343, 1460]
